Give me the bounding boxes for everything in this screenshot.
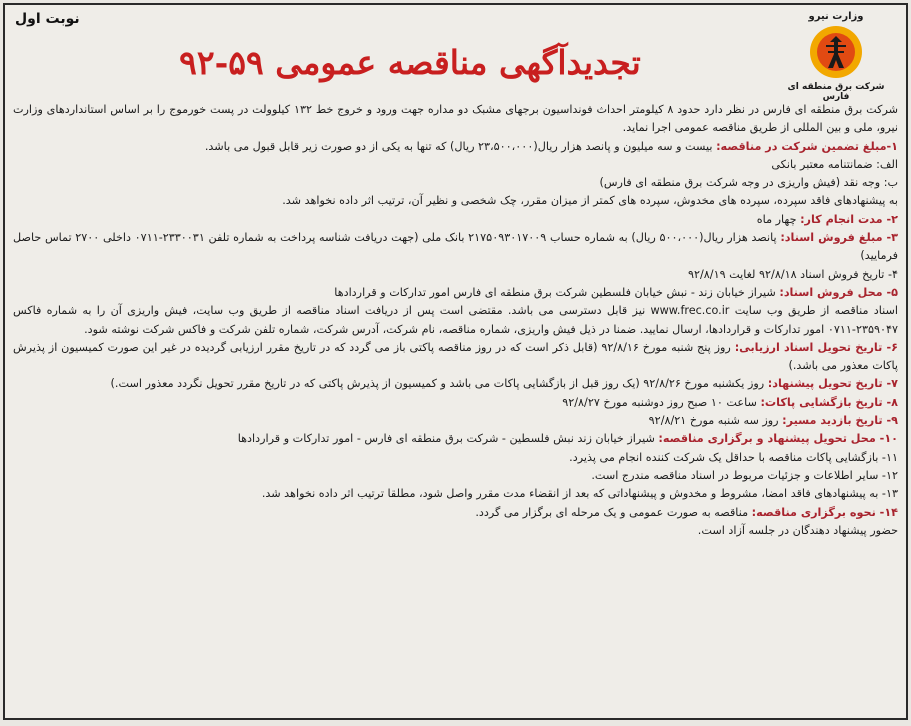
power-company-logo-icon [808, 24, 864, 80]
notice-paragraph [13, 284, 898, 302]
notice-paragraph [13, 174, 898, 192]
clause-text: مناقصه به صورت عمومی و یک مرحله ای برگزار می گردد. [475, 505, 752, 519]
clause-text: شرکت برق منطقه ای فارس در نظر دارد حدود ۸ کیلومتر احداث فونداسیون برجهای مشبک دو مداره جهت ورود و خروج خط ۱۳۲ کیلوولت در پست خورموج را بر اساس استانداردهای وزارت نیرو، ملی و بین المللی از طریق مناقصه عمومی اجرا نماید. [13, 103, 898, 135]
tender-notice [3, 3, 908, 720]
clause-heading: ۹- تاریخ بازدید مسیر: [782, 414, 898, 428]
clause-text: شیراز خیابان زند نبش فلسطین - شرکت برق منطقه ای فارس - امور تدارکات و قراردادها [237, 432, 659, 446]
notice-paragraph [13, 504, 898, 522]
clause-text: اسناد مناقصه از طریق وب سایت www.frec.co.ir نیز قابل دسترسی می باشد. مقتضی است پس از دریافت اسناد مناقصه از طریق وب سایت، فیش واریزی آن را به شماره فاکس ۲۳۵۹۰۴۷-۰۷۱۱ امور تدارکات و قراردادها، ارسال نمایید. ضمنا در ذیل فیش واریزی، شماره مناقصه، نام شرکت، آدرس شرکت، شماره تلفن شرکت و فاکس شرکت نوشته شود. [13, 304, 898, 336]
notice-body [13, 101, 898, 540]
notice-paragraph [13, 449, 898, 467]
clause-text: ب: وجه نقد (فیش واریزی در وجه شرکت برق منطقه ای فارس) [599, 176, 898, 190]
clause-text: ساعت ۱۰ صبح روز دوشنبه مورخ ۹۲/۸/۲۷ [562, 395, 761, 409]
notice-paragraph [13, 229, 898, 266]
clause-heading: ۱-مبلغ تضمین شرکت در مناقصه: [716, 139, 898, 153]
clause-text: الف: ضمانتنامه معتبر بانکی [771, 157, 898, 171]
clause-text: ۱۳- به پیشنهادهای فاقد امضا، مشروط و مخدوش و پیشنهاداتی که بعد از انقضاء مدت مقرر واصل شود، مطلقا ترتیب اثر داده نخواهد شد. [261, 487, 898, 501]
clause-text: ۱۲- سایر اطلاعات و جزئیات مربوط در اسناد مناقصه مندرج است. [591, 468, 898, 482]
notice-paragraph [13, 394, 898, 412]
clause-heading: ۳- مبلغ فروش اسناد: [780, 231, 898, 245]
clause-heading: ۱۰- محل تحویل پیشنهاد و برگزاری مناقصه: [658, 432, 898, 446]
notice-paragraph [13, 412, 898, 430]
clause-text: بیست و سه میلیون و پانصد هزار ریال(۲۳،۵۰۰،۰۰۰ ریال) که تنها به یکی از دو صورت زیر قابل قبول می باشد. [204, 139, 717, 153]
notice-title: تجدیدآگهی مناقصه عمومی ۵۹-۹۲ [179, 43, 641, 82]
notice-paragraph [13, 211, 898, 229]
notice-paragraph [13, 101, 898, 138]
company-name: شرکت برق منطقه ای فارس [787, 82, 885, 102]
notice-paragraph [13, 266, 898, 284]
ministry-logo-block [776, 11, 896, 102]
clause-text: روز یکشنبه مورخ ۹۲/۸/۲۶ (یک روز قبل از بازگشایی پاکات می باشد و کمیسیون از پذیرش پاکتی که در تاریخ مقرر تحویل نگردد معذور است.) [110, 377, 768, 391]
clause-text: حضور پیشنهاد دهندگان در جلسه آزاد است. [697, 523, 898, 537]
notice-paragraph [13, 467, 898, 485]
clause-text: پانصد هزار ریال(۵۰۰،۰۰۰ ریال) به شماره حساب ۲۱۷۵۰۹۳۰۱۷۰۰۹ بانک ملی (جهت دریافت شناسه پرداخت به شماره تلفن ۲۳۳۰۰۳۱-۰۷۱۱ داخلی ۲۷۰۰ تماس حاصل فرمایید) [13, 231, 898, 263]
clause-heading: ۸- تاریخ بازگشایی پاکات: [760, 395, 898, 409]
clause-heading: ۲- مدت انجام کار: [800, 212, 898, 226]
clause-text: ۱۱- بازگشایی پاکات مناقصه با حداقل یک شرکت کننده انجام می پذیرد. [569, 450, 898, 464]
clause-heading: ۱۴- نحوه برگزاری مناقصه: [751, 505, 898, 519]
clause-text: شیراز خیابان زند - نبش خیابان فلسطین شرکت برق منطقه ای فارس امور تدارکات و قراردادها [334, 285, 780, 299]
notice-paragraph [13, 339, 898, 376]
ministry-name: وزارت نیرو [808, 11, 864, 22]
notice-paragraph [13, 156, 898, 174]
clause-text: روز پنج شنبه مورخ ۹۲/۸/۱۶ (قابل ذکر است که در روز مناقصه پاکتی باز می گردد که در تاریخ مقرر ارزیابی گردیده در غیر این صورت کمیسیون از پذیرش پاکات معذور می باشد.) [13, 340, 898, 373]
notice-paragraph [13, 192, 898, 210]
notice-paragraph [13, 375, 898, 393]
notice-paragraph [13, 522, 898, 540]
notice-paragraph [13, 485, 898, 503]
publication-badge: نوبت اول [15, 11, 80, 27]
clause-heading: ۷- تاریخ تحویل پیشنهاد: [767, 377, 898, 391]
notice-paragraph [13, 430, 898, 448]
clause-text: ۴- تاریخ فروش اسناد ۹۲/۸/۱۸ لغایت ۹۲/۸/۱۹ [688, 267, 898, 281]
notice-paragraph [13, 302, 898, 339]
clause-heading: ۵- محل فروش اسناد: [779, 285, 898, 299]
clause-heading: ۶- تاریخ تحویل اسناد ارزیابی: [734, 340, 898, 354]
clause-text: چهار ماه [756, 212, 801, 226]
clause-text: روز سه شنبه مورخ ۹۲/۸/۲۱ [648, 414, 783, 428]
clause-text: به پیشنهادهای فاقد سپرده، سپرده های مخدوش، سپرده های کمتر از میزان مقرر، چک شخصی و نظیر آن، ترتیب اثر داده نخواهد شد. [282, 194, 898, 208]
notice-paragraph [13, 138, 898, 156]
